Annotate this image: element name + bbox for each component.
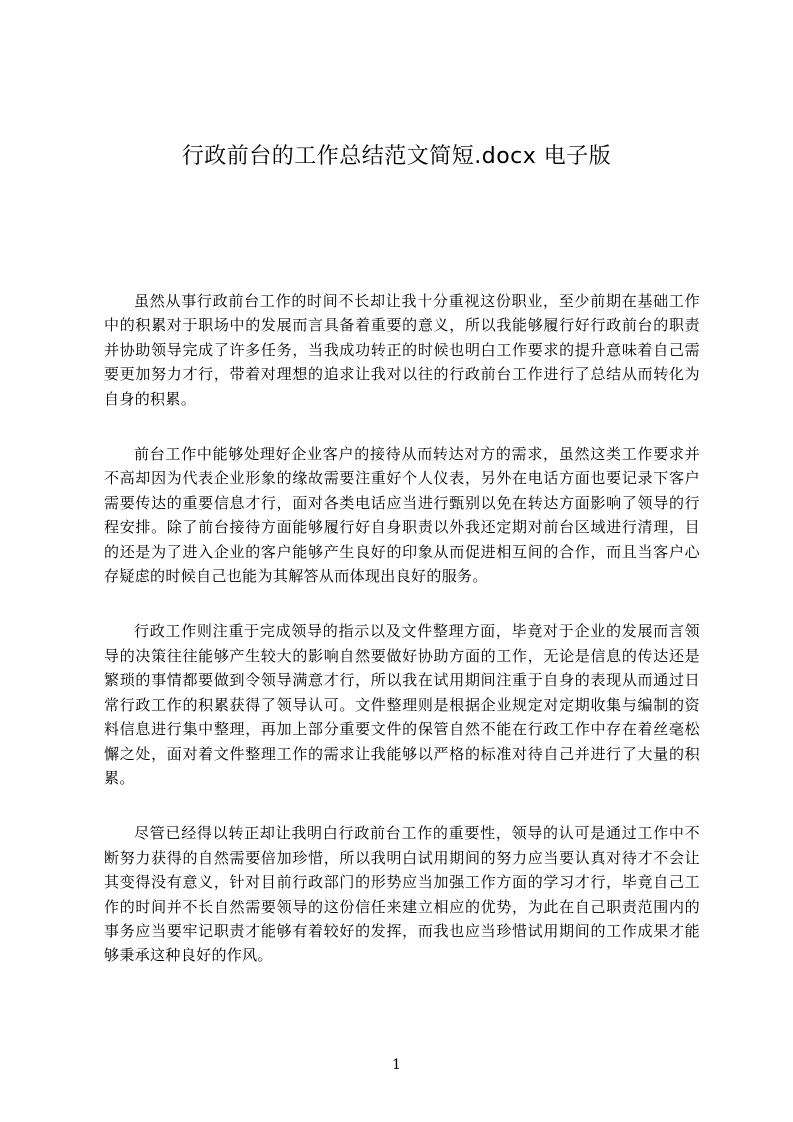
- paragraph-4: 尽管已经得以转正却让我明白行政前台工作的重要性，领导的认可是通过工作中不断努力获得的自然需要倍加珍惜，所以我明白试用期间的努力应当要认真对待才不会让其变得没有意义，针对目前行政部门的形势应当加强工作方面的学习才行，毕竟自己工作的时间并不长自然需要领导的这份信任来建立相应的优势，为此在自己职责范围内的事务应当要牢记职责才能够有着较好的发挥，而我也应当珍惜试用期间的工作成果才能够秉承这种良好的作风。: [104, 824, 700, 965]
- paragraph-2: 前台工作中能够处理好企业客户的接待从而转达对方的需求，虽然这类工作要求并不高却因为代表企业形象的缘故需要注重好个人仪表，另外在电话方面也要记录下客户需要传达的重要信息才行，面对各类电话应当进行甄别以免在转达方面影响了领导的行程安排。除了前台接待方面能够履行好自身职责以外我还定期对前台区域进行清理，目的还是为了进入企业的客户能够产生良好的印象从而促进相互间的合作，而且当客户心存疑虑的时候自己也能为其解答从而体现出良好的服务。: [104, 445, 700, 586]
- document-title: 行政前台的工作总结范文简短.docx 电子版: [181, 144, 612, 169]
- page-number: 1: [392, 1057, 401, 1073]
- document-body: [104, 289, 700, 999]
- paragraph-3: 行政工作则注重于完成领导的指示以及文件整理方面，毕竟对于企业的发展而言领导的决策往往能够产生较大的影响自然要做好协助方面的工作，无论是信息的传达还是繁琐的事情都要做到令领导满意才行，所以我在试用期间注重于自身的表现从而通过日常行政工作的积累获得了领导认可。文件整理则是根据企业规定对定期收集与编制的资料信息进行集中整理，再加上部分重要文件的保管自然不能在行政工作中存在着丝毫松懈之处，面对着文件整理工作的需求让我能够以严格的标准对待自己并进行了大量的积累。: [104, 622, 700, 787]
- paragraph-1: 虽然从事行政前台工作的时间不长却让我十分重视这份职业，至少前期在基础工作中的积累对于职场中的发展而言具备着重要的意义，所以我能够履行好行政前台的职责并协助领导完成了许多任务，当我成功转正的时候也明白工作要求的提升意味着自己需要更加努力才行，带着对理想的追求让我对以往的行政前台工作进行了总结从而转化为自身的积累。: [104, 292, 700, 408]
